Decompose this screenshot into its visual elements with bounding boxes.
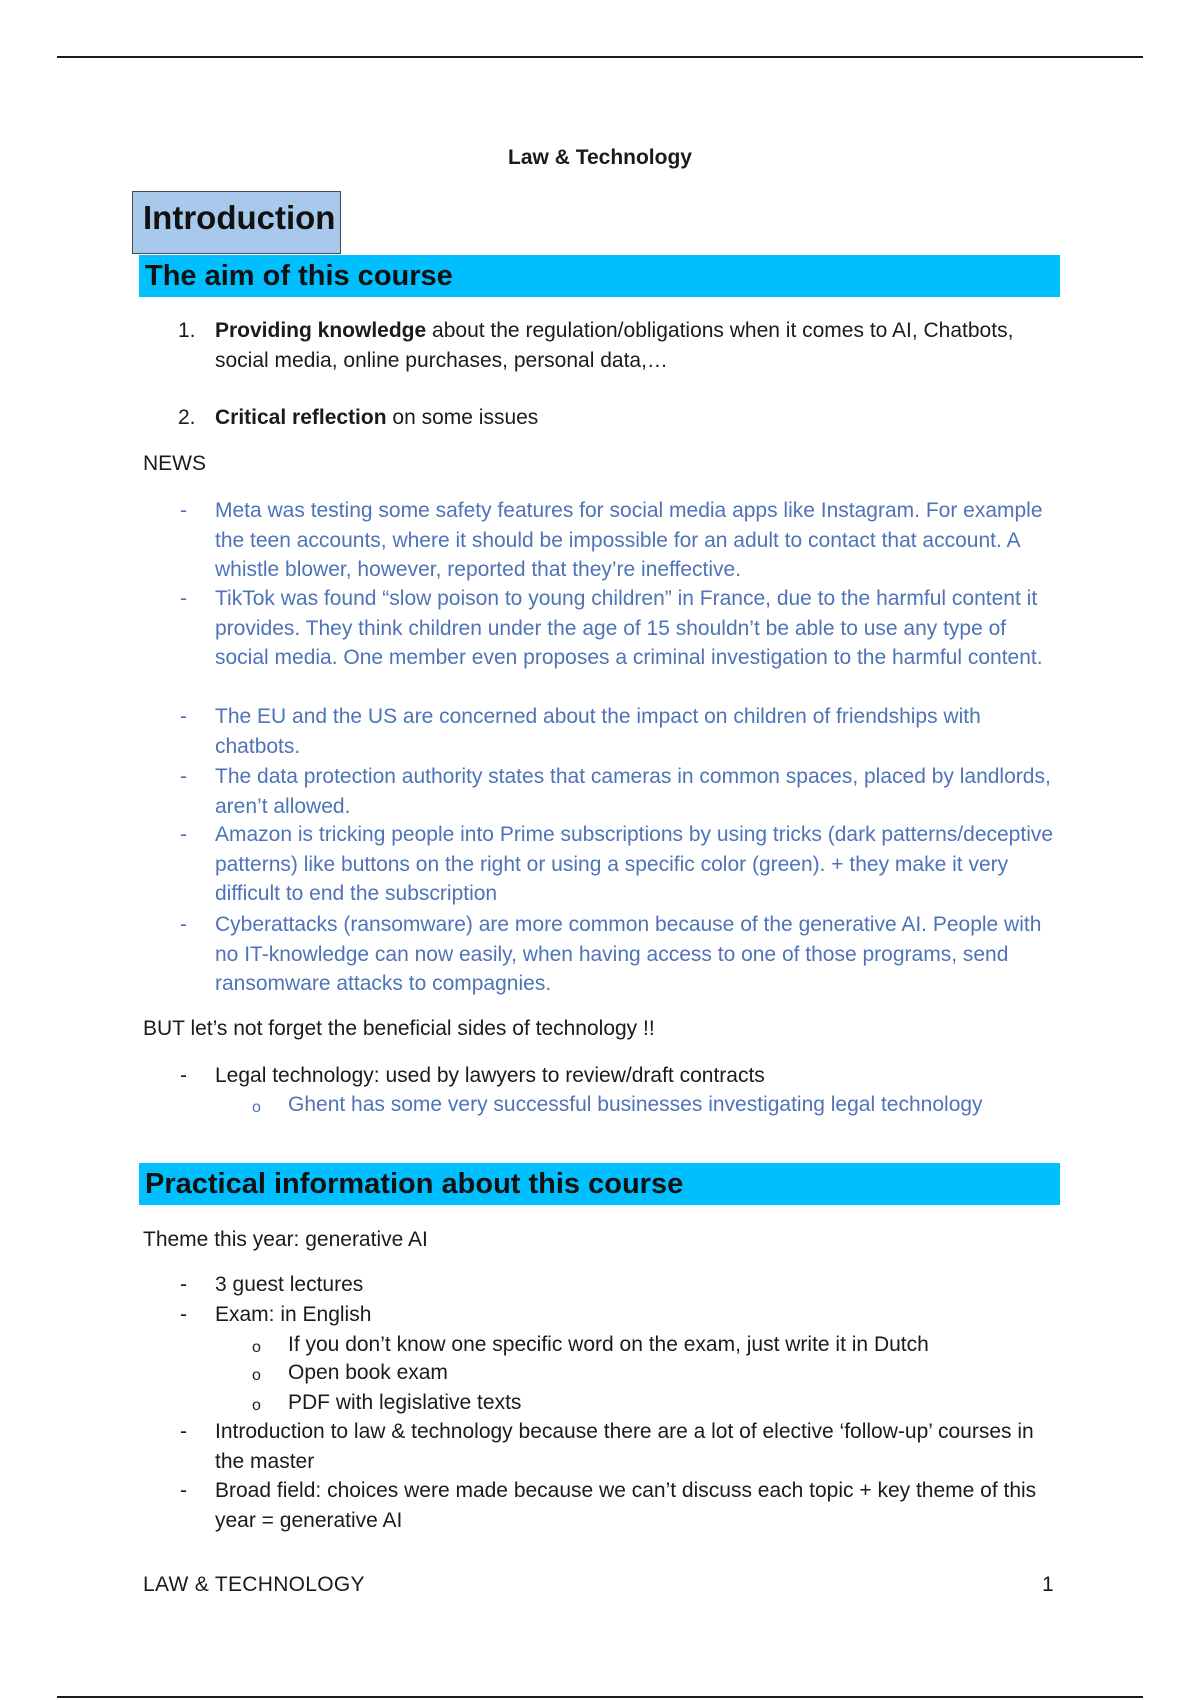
dash-marker: - [180,1479,187,1502]
news-text: Amazon is tricking people into Prime subscriptions by using tricks (dark patterns/deceptive patterns) like buttons on the right or using a specific color (green). + they make it very difficult to end the subscription [215,823,1054,905]
item-rest: on some issues [386,406,539,429]
section-banner-practical: Practical information about this course [139,1163,1060,1205]
exam-sub-text: PDF with legislative texts [288,1391,522,1414]
exam-sub-text: If you don’t know one specific word on the exam, just write it in Dutch [288,1333,929,1356]
dash-marker: - [180,587,187,610]
news-text: Cyberattacks (ransomware) are more common because of the generative AI. People with no IT-knowledge can now easily, when having access to one of those programs, send ransomware attacks to compagnies. [215,913,1042,995]
news-text: Meta was testing some safety features for social media apps like Instagram. For example the teen accounts, where it should be impossible for an adult to contact that account. A whistle blower, however, reported that they’re ineffective. [215,499,1043,581]
theme-line: Theme this year: generative AI [143,1228,428,1251]
benefit-text: Legal technology: used by lawyers to review/draft contracts [215,1064,765,1087]
dash-marker: - [180,1303,187,1326]
circle-marker: o [252,1099,261,1116]
footer-title: LAW & TECHNOLOGY [143,1573,365,1596]
item-number: 2. [178,406,196,429]
bold-phrase: Providing knowledge [215,319,427,342]
circle-marker: o [252,1339,261,1356]
heading-introduction-text: Introduction [143,199,336,236]
dash-marker: - [180,1273,187,1296]
benefit-sub-text: Ghent has some very successful businesses investigating legal technology [288,1093,983,1116]
bold-phrase: Critical reflection [215,406,387,429]
section-banner-aim: The aim of this course [139,255,1060,297]
numbered-item-text [215,316,1055,375]
practical-text: 3 guest lectures [215,1273,364,1296]
news-label: NEWS [143,452,206,475]
dash-marker: - [180,1420,187,1443]
practical-text: Exam: in English [215,1303,372,1326]
top-rule [57,56,1143,58]
news-text: The EU and the US are concerned about the impact on children of friendships with chatbots. [215,705,981,758]
item-number: 1. [178,319,196,342]
item-rest: about the regulation/obligations when it comes to AI, Chatbots, social media, online purchases, personal data,… [215,319,1014,372]
news-text: TikTok was found “slow poison to young children” in France, due to the harmful content it provides. They think children under the age of 15 shouldn’t be able to use any type of social media. One member even proposes a criminal investigation to the harmful content. [215,587,1043,669]
but-line: BUT let’s not forget the beneficial sides of technology !! [143,1017,655,1040]
document-title: Law & Technology [508,146,692,169]
dash-marker: - [180,705,187,728]
dash-marker: - [180,765,187,788]
practical-text: Introduction to law & technology because there are a lot of elective ‘follow-up’ courses in the master [215,1420,1034,1473]
circle-marker: o [252,1367,261,1384]
heading-introduction [132,191,341,254]
practical-text: Broad field: choices were made because we can’t discuss each topic + key theme of this year = generative AI [215,1479,1037,1532]
numbered-item-text [215,403,1055,433]
dash-marker: - [180,823,187,846]
dash-marker: - [180,499,187,522]
bottom-rule [57,1696,1143,1698]
exam-sub-text: Open book exam [288,1361,448,1384]
news-text: The data protection authority states that cameras in common spaces, placed by landlords, aren’t allowed. [215,765,1051,818]
dash-marker: - [180,913,187,936]
page-number: 1 [1042,1573,1054,1596]
circle-marker: o [252,1397,261,1414]
dash-marker: - [180,1064,187,1087]
